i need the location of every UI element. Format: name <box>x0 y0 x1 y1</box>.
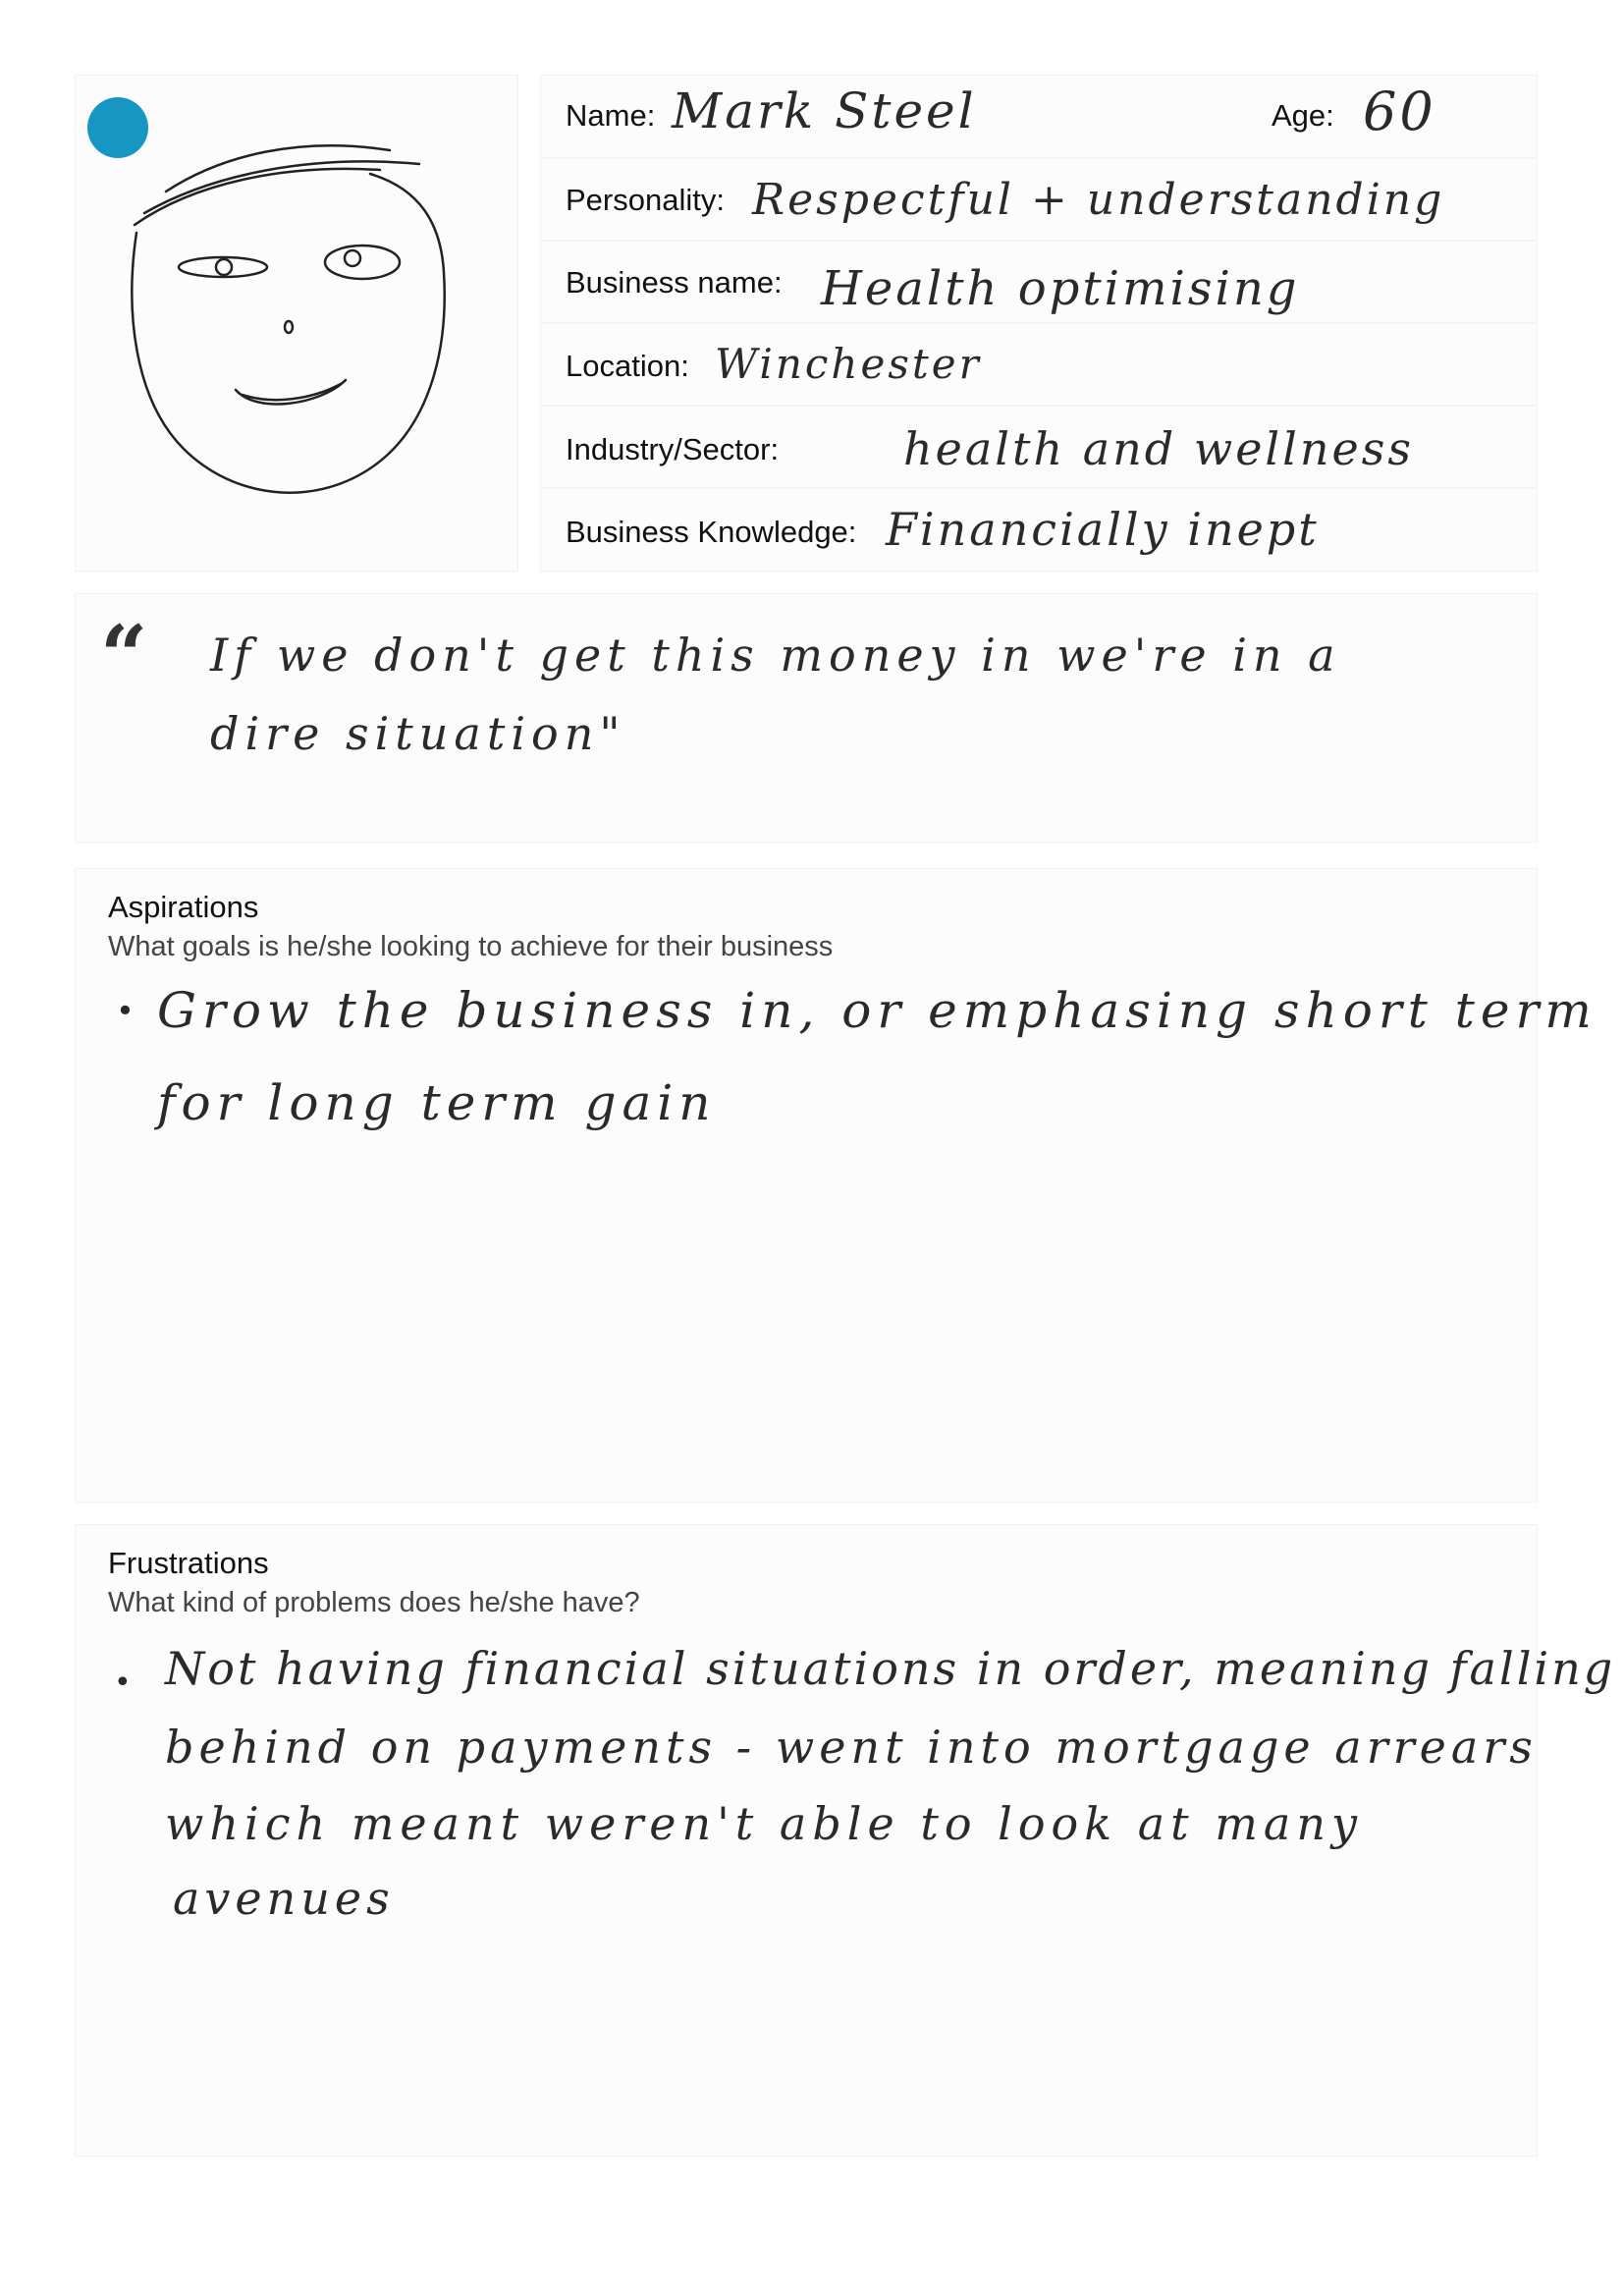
personality-value: Respectful + understanding <box>752 175 1445 225</box>
aspirations-title: Aspirations <box>108 890 259 924</box>
frustrations-line: behind on payments - went into mortgage arrears <box>165 1721 1538 1774</box>
name-value: Mark Steel <box>672 82 977 139</box>
frustrations-line: Not having financial situations in order, meaning falling <box>165 1642 1616 1695</box>
hand-drawn-face-icon <box>76 76 519 573</box>
knowledge-label: Business Knowledge: <box>566 515 857 549</box>
age-value: 60 <box>1363 81 1436 142</box>
quote-line: If we don't get this money in we're in a <box>210 629 1341 682</box>
business-name-value: Health optimising <box>821 261 1300 316</box>
industry-label: Industry/Sector: <box>566 432 780 466</box>
quote-mark-icon: “ <box>100 607 148 704</box>
divider <box>542 322 1536 324</box>
avatar-panel <box>75 75 518 572</box>
bullet: • <box>114 1666 135 1700</box>
age-label: Age: <box>1272 98 1334 133</box>
bullet: • <box>116 992 137 1029</box>
divider <box>542 405 1536 407</box>
personality-label: Personality: <box>566 183 725 217</box>
name-label: Name: <box>566 98 656 133</box>
aspirations-line: Grow the business in, or emphasing short term <box>157 982 1597 1039</box>
location-value: Winchester <box>715 340 982 388</box>
frustrations-subtitle: What kind of problems does he/she have? <box>108 1587 640 1618</box>
industry-value: health and wellness <box>903 422 1414 475</box>
divider <box>542 157 1536 159</box>
frustrations-line: which meant weren't able to look at many <box>165 1797 1363 1850</box>
divider <box>542 240 1536 242</box>
frustrations-line: avenues <box>173 1872 395 1925</box>
business-name-label: Business name: <box>566 265 783 300</box>
frustrations-title: Frustrations <box>108 1546 269 1580</box>
aspirations-line: for long term gain <box>157 1074 717 1131</box>
divider <box>542 487 1536 489</box>
knowledge-value: Financially inept <box>886 503 1320 556</box>
aspirations-subtitle: What goals is he/she looking to achieve for their business <box>108 931 834 962</box>
location-label: Location: <box>566 349 689 383</box>
quote-line: dire situation" <box>210 707 626 760</box>
